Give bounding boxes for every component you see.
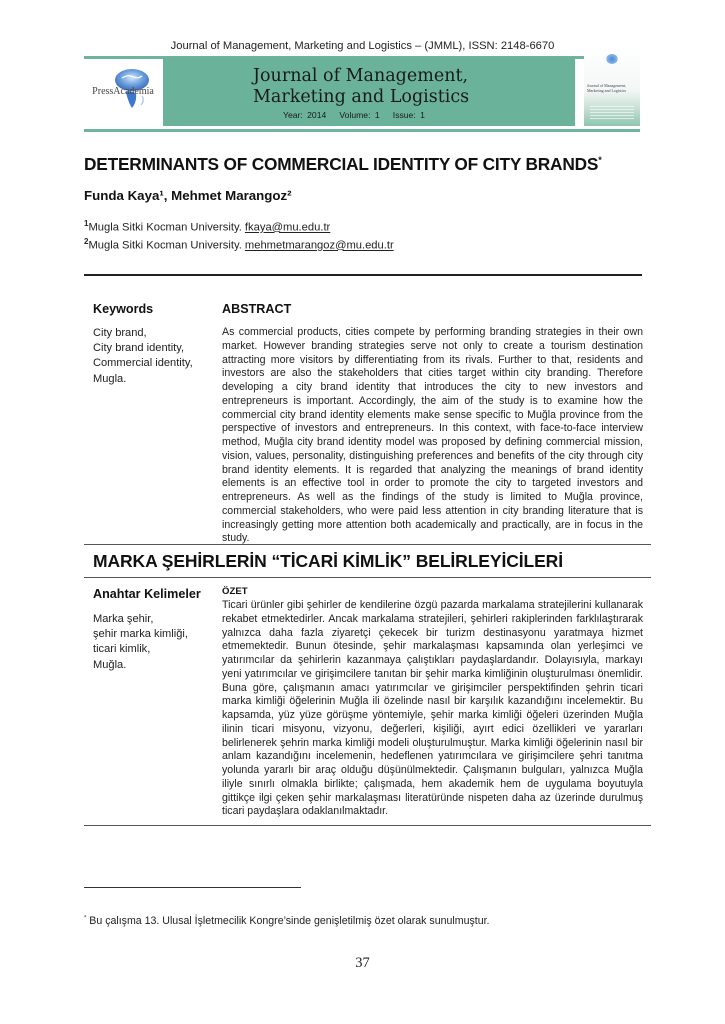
ozet-heading: ÖZET [222, 586, 248, 597]
turkish-abstract-body: Ticari ürünler gibi şehirler de kendilerine özgü pazarda markalama stratejilerini kullanarak rekabet etmektedirler. Ancak markalama stratejileri, şehirleri rakiplerinden farklılaştırarak yalnızca daha fazla ziyaretçi çekecek bir turizm destinasyonu yaratmaya hizmet etmemektedir. Bunun ötesinde, şehir markalaşması kapsamında olan yerleşimci ve yatırımcılar da şehirlerin kazanmaya çalıştıkları paydaşlardandır. Dolayısıyla, markayı yeni yatırımcılar ve girişimcilere tanıtan bir şehir marka kimliğinin oluşturulması önemlidir. Buna göre, çalışmanın amacı yatırımcılar ve girişimciler perspektifinden şehrin ticari marka kimliği öğelerinin Muğla ili özelinde nasıl bir karşılık kazandığını incelemektir. Bu kapsamda, yüz yüze görüşme yöntemiyle, şehir marka kimliği öğeleri üzerinden Muğla ilinin ticari misyonu, vizyonu, değerleri, kişiliği, ayırt edici özellikleri ve yararları belirlenerek şehrin marka kimliği modeli oluşturulmuştur. Marka kimliği öğelerinin nasıl bir anlam kazandığını incelemenin, hedeflenen yatırımcılara ve girişimcilere şehri tanıtma yolunda yararlı bir araç olduğu düşünülmektedir. Çalışmanın bulguları, yalnızca Muğla iliyle sınırlı olmakla birlikte; çalışmada, hem akademik hem de uygulama boyutuyla gittikçe ilgi çeken şehir markalaşması literatüründe nispeten daha az üzerinde durulmuş ticari paydaşlara odaklanılmaktadır. [222, 599, 643, 818]
keywords-heading: Keywords [93, 302, 154, 316]
affiliation-mark: 1 [84, 219, 89, 228]
author-email-link[interactable]: fkaya@mu.edu.tr [244, 221, 331, 234]
journal-title [253, 66, 469, 108]
turkish-keywords-heading: Anahtar Kelimeler [93, 587, 201, 601]
turkish-title: MARKA ŞEHİRLERİN “TİCARİ KİMLİK” BELİRLEYİCİLERİ [93, 551, 563, 571]
cover-title: Journal of Management, Marketing and Logistics [587, 83, 627, 93]
keyword: Commercial identity, [93, 357, 193, 370]
cover-decoration [590, 106, 634, 120]
abstract-heading: ABSTRACT [222, 302, 292, 316]
keyword: ticari kimlik, [93, 643, 151, 656]
journal-title-line1: Journal of Management, [253, 66, 469, 86]
affiliation-institution: Mugla Sitki Kocman University. [88, 221, 245, 234]
keyword: City brand, [93, 327, 147, 339]
abstract-body: As commercial products, cities compete by performing branding strategies in their own market. However branding strategies serve not only to create a tourism destination attracting more visitors by differentiating from its rivals. Further to that, residents and investors are also the stakeholders that cities target within city branding. Therefore developing a city brand identity that introduces the city to new investors and entrepreneurs is important. Accordingly, the aim of the study is to examine how the commercial city brand identity elements make sense specific to Muğla province from the perspective of investors and entrepreneurs. In this context, with face-to-face interview method, Muğla city brand identity model was proposed by defining commercial mission, vision, values, personality, distinguishing preferences and benefits of the city through city brand identity elements. It is regarded that analyzing the meanings of brand identity elements is an effective tool in order to promote the city to targeted investors and entrepreneurs. As well as the findings of the study is limited to Muğla province, commercial stakeholders, who were paid less attention in city branding literature that is increasingly getting more attention both academically and practically, are in focus in the study. [222, 326, 643, 545]
footnote-text: Bu çalışma 13. Ulusal İşletmecilik Kongre’sinde genişletilmiş özet olarak sunulmuştur. [86, 915, 490, 927]
page-number: 37 [355, 955, 370, 971]
title-footnote-mark[interactable]: * [598, 155, 602, 166]
journal-title-line2: Marketing and Logistics [253, 87, 470, 107]
author-email-link[interactable]: mehmetmarangoz@mu.edu.tr [244, 239, 394, 252]
journal-cover-thumbnail [584, 46, 640, 126]
footnote-separator [84, 887, 301, 888]
keyword: Muğla. [93, 658, 127, 671]
affiliation-1 [84, 219, 330, 234]
footnote-mark: * [84, 915, 87, 922]
publisher-logo [84, 62, 162, 126]
keywords-list [93, 326, 193, 387]
issue-info: Year: 2014 Volume: 1 Issue: 1 [283, 110, 425, 120]
keyword: Mugla. [93, 372, 127, 385]
affiliation-2 [84, 237, 394, 252]
header-rule-bottom [84, 129, 640, 132]
running-header: Journal of Management, Marketing and Logistics – (JMML), ISSN: 2148-6670 [170, 40, 555, 52]
paper-title-text: DETERMINANTS OF COMMERCIAL IDENTITY OF CITY BRANDS [84, 154, 599, 174]
journal-banner [163, 58, 575, 126]
section-divider [84, 274, 642, 276]
footnote [84, 915, 489, 927]
keyword: City brand identity, [93, 342, 185, 355]
keyword: şehir marka kimliği, [93, 628, 188, 641]
authors: Funda Kaya¹, Mehmet Marangoz² [84, 188, 292, 203]
keyword: Marka şehir, [93, 613, 154, 625]
section-divider [84, 825, 651, 826]
section-divider [84, 544, 651, 545]
affiliation-institution: Mugla Sitki Kocman University. [88, 239, 245, 252]
paper-title [84, 154, 602, 175]
affiliation-mark: 2 [84, 237, 89, 246]
publisher-logo-text: PressAcademia [92, 86, 154, 97]
cover-logo-icon [606, 54, 618, 64]
turkish-keywords-list [93, 612, 188, 673]
section-divider [84, 577, 651, 578]
